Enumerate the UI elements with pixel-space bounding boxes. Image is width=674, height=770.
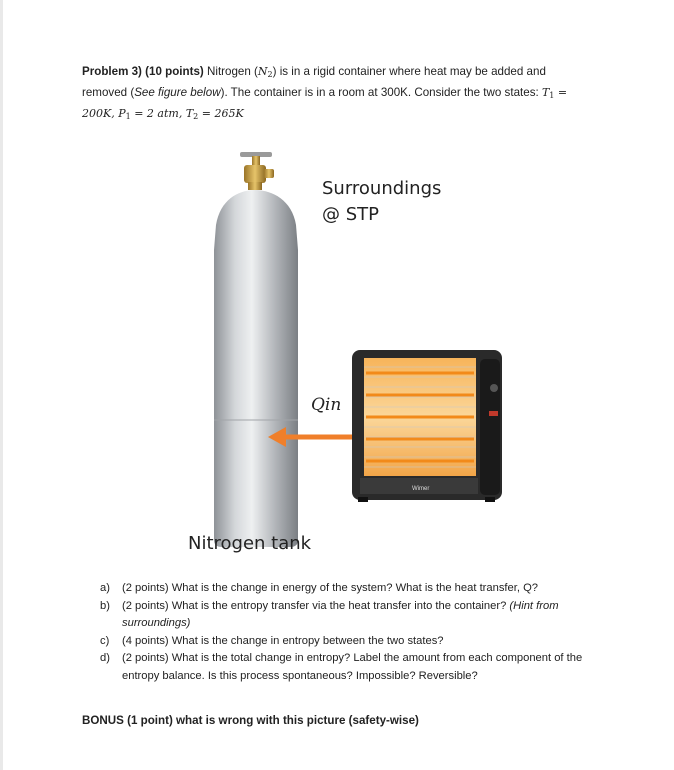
- see-figure-text: See figure below: [134, 86, 221, 99]
- n2-symbol: $N_2$: [257, 65, 273, 79]
- surroundings-line-2: @ STP: [322, 204, 379, 225]
- heater-foot-right: [485, 497, 495, 502]
- space-heater: [352, 350, 502, 502]
- intro-text-c: ). The container is in a room at 300K. Consider the two states:: [220, 86, 542, 99]
- state-p1: $P_1 = 2$ atm,: [118, 107, 186, 121]
- question-list: [100, 580, 590, 685]
- tank-body: [214, 190, 298, 547]
- intro-text-a: Nitrogen (: [207, 65, 258, 78]
- nitrogen-tank: [214, 152, 298, 547]
- heater-brand: Wimer: [412, 486, 430, 492]
- valve-base: [248, 182, 262, 190]
- q-in-label: Qin: [311, 395, 342, 415]
- heater-side-panel: [480, 359, 500, 495]
- indicator-light: [489, 411, 498, 416]
- valve-stem: [252, 156, 260, 166]
- problem-heading: Problem 3) (10 points): [82, 65, 204, 78]
- question-c: c) (4 points) What is the change in entropy between the two states?: [100, 634, 444, 647]
- question-b: b) (2 points) What is the entropy transfer via the heat transfer into the container? (Hint from surroundings): [100, 599, 559, 629]
- problem-statement: [82, 63, 582, 126]
- valve-outlet: [264, 169, 274, 178]
- state-t2: $T_2 = 265K$: [185, 107, 244, 121]
- heater-foot-left: [358, 497, 368, 502]
- page-edge: [0, 0, 3, 770]
- nitrogen-tank-label: Nitrogen tank: [188, 533, 312, 554]
- surroundings-label: [322, 176, 441, 228]
- surroundings-line-1: Surroundings: [322, 178, 442, 199]
- valve-body: [244, 165, 266, 183]
- state-t1: $T_1 = 200K$,: [82, 86, 568, 120]
- intro-text-b: ) is in a rigid container where heat may be added and removed (: [82, 65, 546, 99]
- bonus-question: BONUS (1 point) what is wrong with this picture (safety-wise): [82, 714, 419, 727]
- hint-text: (Hint from surroundings): [122, 599, 559, 629]
- knob: [490, 384, 498, 392]
- question-d: d) (2 points) What is the total change in entropy? Label the amount from each component of the entropy balance. Is this process spontaneous? Impossible? Reversible?: [100, 652, 583, 682]
- question-a: a) (2 points) What is the change in energy of the system? What is the heat transfer, Q?: [100, 582, 539, 594]
